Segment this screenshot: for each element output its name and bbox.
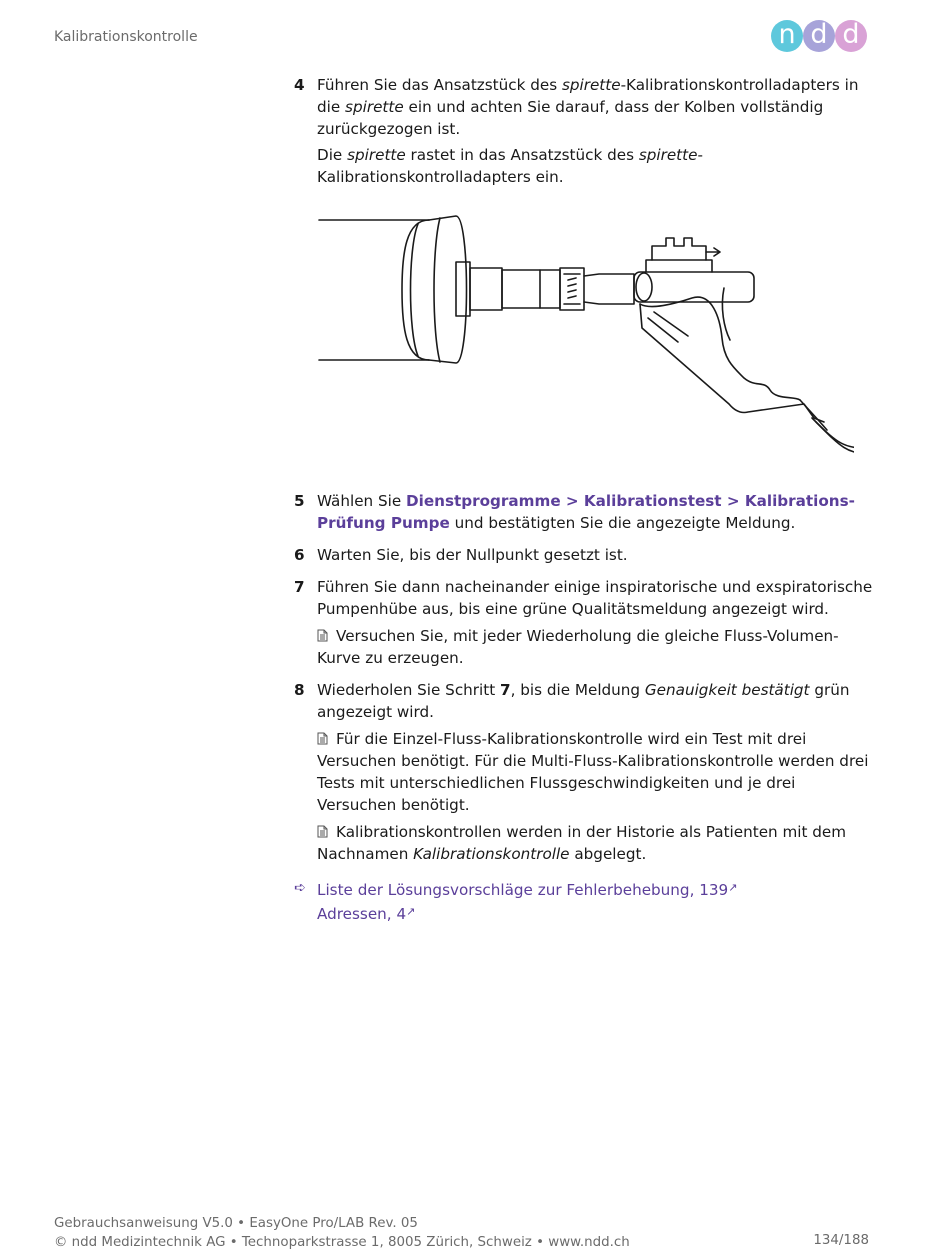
step-number: 5	[294, 492, 305, 510]
step-result-text: Die spirette rastet in das Ansatzstück des spirette-Kalibrationskontrolladapters ein.	[317, 146, 703, 186]
menu-path-link: Dienstprogramme > Kalibrationstest > Kalibrations-Prüfung Pumpe	[317, 492, 855, 532]
running-header: Kalibrationskontrolle	[54, 29, 198, 45]
step-8	[294, 679, 874, 865]
note: Für die Einzel-Fluss-Kalibrationskontrolle wird ein Test mit drei Versuchen benötigt. Für die Multi-Fluss-Kalibrationskontrolle werden drei Tests mit unterschiedlichen Flussgeschwindigkeiten und je drei Versuchen benötigt.	[317, 730, 869, 814]
link-troubleshooting[interactable]: Liste der Lösungsvorschläge zur Fehlerbehebung, 139↗	[317, 881, 738, 899]
external-link-icon: ↗	[728, 881, 738, 894]
calibration-adapter-illustration	[294, 208, 854, 468]
step-text: Führen Sie dann nacheinander einige inspiratorische und exspiratorische Pumpenhübe aus, bis eine grüne Qualitätsmeldung angezeigt wird.	[317, 578, 873, 618]
note: Kalibrationskontrollen werden in der Historie als Patienten mit dem Nachnamen Kalibrationskontrolle abgelegt.	[317, 823, 847, 863]
step-text: Wiederholen Sie Schritt 7, bis die Meldung Genauigkeit bestätigt grün angezeigt wird.	[317, 681, 850, 721]
page-number: 134/188	[813, 1233, 869, 1248]
page-footer	[54, 1214, 630, 1252]
step-4	[294, 74, 874, 188]
ndd-logo	[771, 20, 871, 54]
external-link-icon: ↗	[406, 905, 416, 918]
logo-letter-n: n	[771, 20, 803, 52]
step-number: 7	[294, 578, 305, 596]
step-text: Warten Sie, bis der Nullpunkt gesetzt ist.	[317, 546, 628, 564]
logo-letter-d2: d	[835, 20, 867, 52]
step-number: 4	[294, 76, 305, 94]
note: Versuchen Sie, mit jeder Wiederholung die gleiche Fluss-Volumen-Kurve zu erzeugen.	[317, 627, 839, 667]
cross-references	[294, 877, 874, 925]
arrow-right-icon: ➪	[294, 880, 306, 896]
footer-document-info: Gebrauchsanweisung V5.0 • EasyOne Pro/LAB Rev. 05	[54, 1216, 418, 1231]
footer-company-info: © ndd Medizintechnik AG • Technoparkstrasse 1, 8005 Zürich, Schweiz • www.ndd.ch	[54, 1235, 630, 1250]
instruction-content	[294, 74, 874, 925]
note-icon	[317, 629, 328, 642]
step-text: Führen Sie das Ansatzstück des spirette-Kalibrationskontrolladapters in die spirette ein und achten Sie darauf, dass der Kolben vollständig zurückgezogen ist.	[317, 76, 859, 138]
step-number: 6	[294, 546, 305, 564]
link-addresses[interactable]: Adressen, 4↗	[317, 905, 416, 923]
note-icon	[317, 825, 328, 838]
step-6	[294, 544, 874, 566]
step-5	[294, 490, 874, 534]
logo-letter-d1: d	[803, 20, 835, 52]
step-text: Wählen Sie Dienstprogramme > Kalibrationstest > Kalibrations-Prüfung Pumpe und bestätigten Sie die angezeigte Meldung.	[317, 492, 855, 532]
step-number: 8	[294, 681, 305, 699]
step-7	[294, 576, 874, 669]
note-icon	[317, 732, 328, 745]
